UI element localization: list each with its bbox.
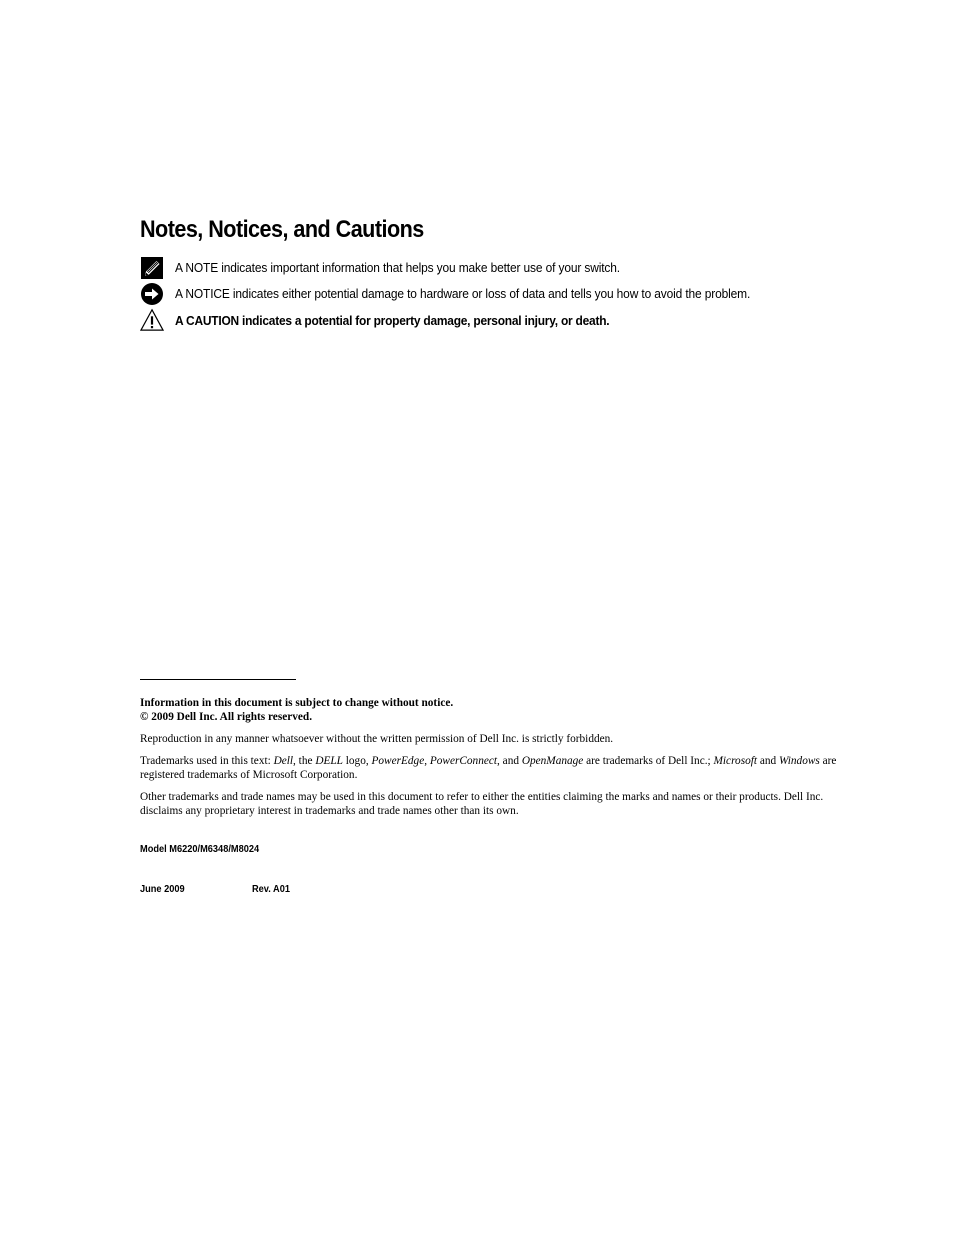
note-callout — [140, 256, 860, 280]
reproduction-notice: Reproduction in any manner whatsoever without the written permission of Dell Inc. is strictly forbidden. — [140, 733, 614, 745]
copyright: © 2009 Dell Inc. All rights reserved. — [140, 711, 313, 723]
caution-triangle-icon — [140, 308, 164, 332]
notice-arrow-icon — [140, 282, 164, 306]
revision: Rev. A01 — [252, 883, 291, 895]
publish-date: June 2009 — [140, 883, 185, 895]
notice-text: A NOTICE indicates either potential damage to hardware or loss of data and tells you how to avoid the problem. — [175, 286, 751, 301]
notice-callout — [140, 282, 860, 306]
change-notice: Information in this document is subject to change without notice. — [140, 697, 454, 709]
caution-callout — [140, 308, 860, 332]
page-title: Notes, Notices, and Cautions — [140, 216, 424, 243]
caution-text: A CAUTION indicates a potential for property damage, personal injury, or death. — [175, 313, 610, 328]
trademarks-notice: Trademarks used in this text: Dell, the DELL logo, PowerEdge, PowerConnect, and OpenManage are trademarks of Dell Inc.; Microsoft and Windows are registered trademarks of Microsoft Corporation. — [140, 755, 837, 781]
other-trademarks-notice: Other trademarks and trade names may be used in this document to refer to either the entities claiming the marks and names or their products. Dell Inc. disclaims any proprietary interest in trademarks and trade names other than its own. — [140, 791, 824, 817]
model-number: Model M6220/M6348/M8024 — [140, 843, 260, 855]
note-text: A NOTE indicates important information that helps you make better use of your switch. — [175, 260, 620, 275]
footnote-divider — [140, 679, 296, 680]
note-pencil-icon — [140, 256, 164, 280]
